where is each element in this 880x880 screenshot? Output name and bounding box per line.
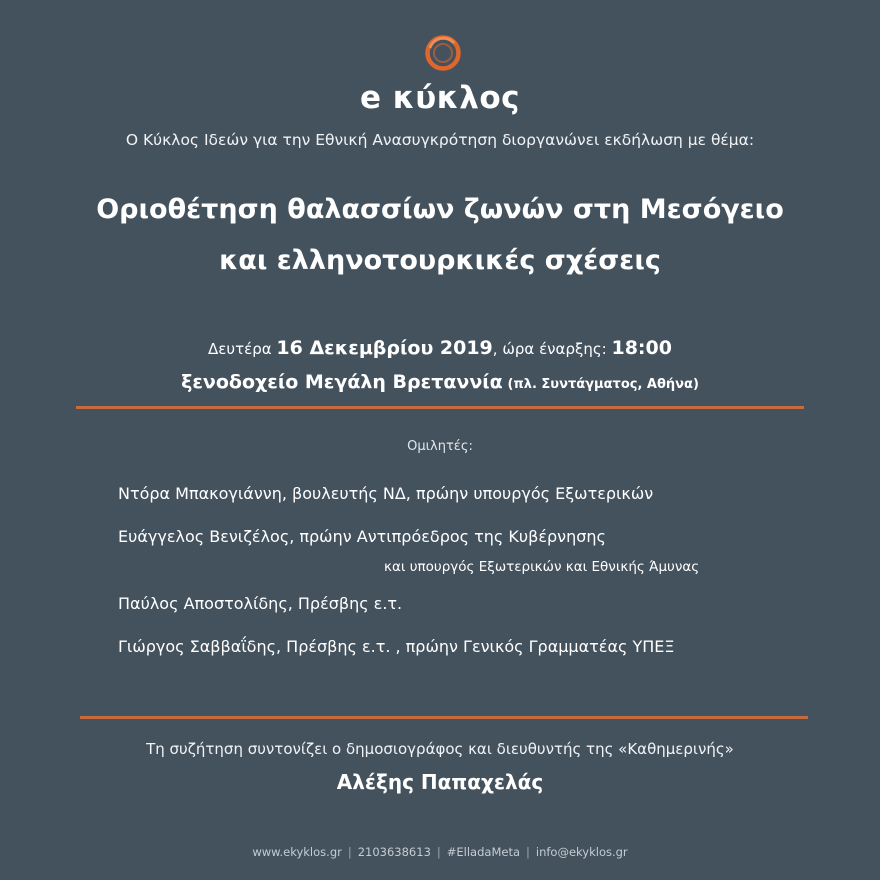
moderator-name: Αλέξης Παπαχελάς <box>336 770 544 794</box>
speaker-item <box>118 637 674 656</box>
speakers-label: Ομιλητές: <box>407 439 473 454</box>
footer-contacts <box>0 845 880 859</box>
footer-separator: | <box>436 845 441 859</box>
orange-ring-logo-icon <box>424 34 462 72</box>
speaker-role-continued: και υπουργός Εξωτερικών και Εθνικής Άμυνας <box>384 559 700 575</box>
divider-bottom <box>80 716 808 719</box>
event-venue-line <box>0 371 880 393</box>
event-start-time: 18:00 <box>611 337 672 359</box>
moderator-intro: Τη συζήτηση συντονίζει ο δημοσιογράφος και διευθυντής της «Καθημερινής» <box>146 740 734 758</box>
speaker-name: Ευάγγελος Βενιζέλος <box>118 527 290 546</box>
footer-email: info@ekyklos.gr <box>535 845 628 859</box>
event-date: 16 Δεκεμβρίου 2019 <box>276 337 493 359</box>
event-venue: ξενοδοχείο Μεγάλη Βρεταννία <box>181 371 503 393</box>
event-start-label: , ώρα έναρξης: <box>492 340 607 358</box>
speaker-name: Παύλος Αποστολίδης <box>118 594 288 613</box>
event-title-line-1: Οριοθέτηση θαλασσίων ζωνών στη Μεσόγειο <box>96 194 784 225</box>
divider-top <box>76 406 804 409</box>
speaker-role: , Πρέσβης ε.τ. <box>287 594 403 613</box>
speaker-role: , Πρέσβης ε.τ. , πρώην Γενικός Γραμματέας ΥΠΕΞ <box>275 637 675 656</box>
logo-text: e κύκλος <box>359 80 521 116</box>
speaker-name: Ντόρα Μπακογιάννη <box>118 484 282 503</box>
event-title-line-2: και ελληνοτουρκικές σχέσεις <box>219 245 661 276</box>
speaker-name: Γιώργος Σαββαΐδης <box>118 637 276 656</box>
speaker-item <box>118 527 606 546</box>
intro-text: Ο Κύκλος Ιδεών για την Εθνική Ανασυγκρότηση διοργανώνει εκδήλωση με θέμα: <box>125 131 755 149</box>
footer-separator: | <box>526 845 530 859</box>
footer-website: www.ekyklos.gr <box>252 845 342 859</box>
event-date-line <box>0 337 880 359</box>
footer-phone: 2103638613 <box>357 845 431 859</box>
footer-separator: | <box>347 845 352 859</box>
speaker-item <box>118 484 653 503</box>
event-venue-detail: (πλ. Συντάγματος, Αθήνα) <box>507 377 699 392</box>
footer-hashtag: #ElladaMeta <box>446 845 521 859</box>
speaker-item <box>118 594 402 613</box>
event-weekday: Δευτέρα <box>208 340 272 358</box>
speaker-role: , βουλευτής ΝΔ, πρώην υπουργός Εξωτερικών <box>281 484 654 503</box>
speaker-role: , πρώην Αντιπρόεδρος της Κυβέρνησης <box>289 527 606 546</box>
